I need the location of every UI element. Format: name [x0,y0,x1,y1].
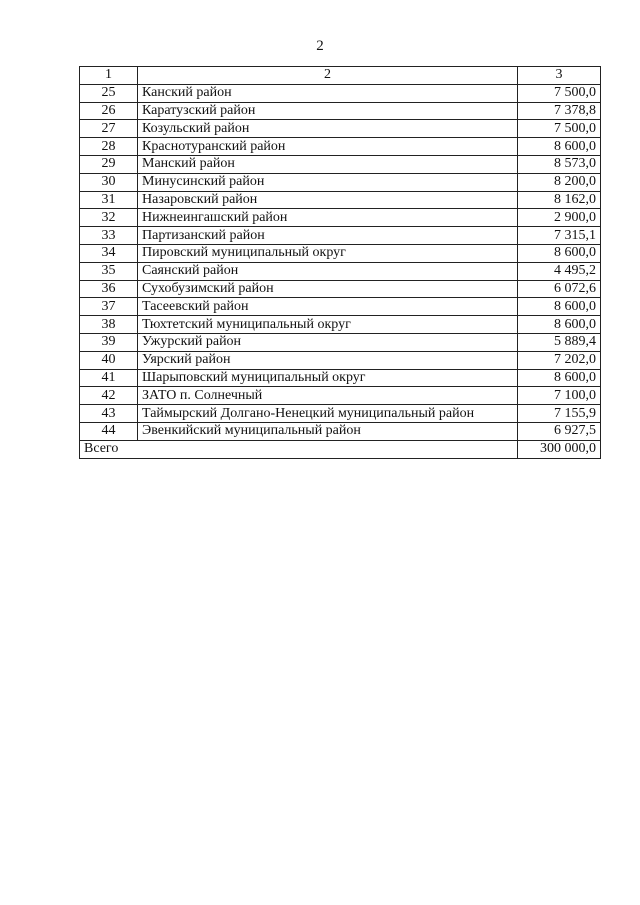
row-number: 29 [80,155,138,173]
table-row [80,173,601,191]
row-value: 8 600,0 [518,298,601,316]
row-name: Сухобузимский район [138,280,518,298]
row-value: 8 600,0 [518,244,601,262]
row-value: 6 072,6 [518,280,601,298]
total-label: Всего [80,440,518,458]
row-name: Пировский муниципальный округ [138,244,518,262]
row-value: 2 900,0 [518,209,601,227]
row-value: 7 155,9 [518,405,601,423]
row-value: 7 500,0 [518,120,601,138]
table-row [80,262,601,280]
table-row [80,138,601,156]
row-number: 35 [80,262,138,280]
total-value: 300 000,0 [518,440,601,458]
table-row [80,209,601,227]
row-number: 30 [80,173,138,191]
row-name: Уярский район [138,351,518,369]
row-name: Назаровский район [138,191,518,209]
row-name: Таймырский Долгано-Ненецкий муниципальный район [138,405,518,423]
row-value: 7 315,1 [518,227,601,245]
row-number: 32 [80,209,138,227]
table-row [80,280,601,298]
table-row [80,120,601,138]
row-name: Партизанский район [138,227,518,245]
table-row [80,84,601,102]
column-header-number: 1 [80,67,138,85]
row-name: Нижнеингашский район [138,209,518,227]
row-name: Козульский район [138,120,518,138]
row-number: 26 [80,102,138,120]
row-name: Краснотуранский район [138,138,518,156]
row-value: 7 202,0 [518,351,601,369]
row-number: 38 [80,316,138,334]
row-number: 27 [80,120,138,138]
table-row [80,333,601,351]
row-value: 7 378,8 [518,102,601,120]
row-number: 31 [80,191,138,209]
allocation-table [79,66,601,459]
table-body [80,84,601,440]
row-value: 8 162,0 [518,191,601,209]
row-value: 7 100,0 [518,387,601,405]
row-name: Каратузский район [138,102,518,120]
table-row [80,422,601,440]
row-number: 25 [80,84,138,102]
table-row [80,191,601,209]
row-value: 4 495,2 [518,262,601,280]
row-name: Ужурский район [138,333,518,351]
row-number: 40 [80,351,138,369]
row-value: 8 600,0 [518,138,601,156]
row-name: Канский район [138,84,518,102]
table-row [80,298,601,316]
row-name: ЗАТО п. Солнечный [138,387,518,405]
page-number: 2 [316,38,324,54]
row-number: 44 [80,422,138,440]
row-name: Шарыповский муниципальный округ [138,369,518,387]
column-header-value: 3 [518,67,601,85]
row-name: Манский район [138,155,518,173]
table-row [80,369,601,387]
table-row [80,316,601,334]
row-value: 6 927,5 [518,422,601,440]
row-number: 34 [80,244,138,262]
table-row [80,227,601,245]
row-value: 5 889,4 [518,333,601,351]
row-name: Саянский район [138,262,518,280]
row-number: 36 [80,280,138,298]
row-number: 41 [80,369,138,387]
table-row [80,387,601,405]
row-number: 28 [80,138,138,156]
row-number: 37 [80,298,138,316]
row-number: 33 [80,227,138,245]
row-value: 8 600,0 [518,316,601,334]
table-row [80,351,601,369]
row-number: 39 [80,333,138,351]
row-value: 8 573,0 [518,155,601,173]
row-name: Эвенкийский муниципальный район [138,422,518,440]
total-row [80,440,601,458]
row-number: 43 [80,405,138,423]
row-number: 42 [80,387,138,405]
table-row [80,244,601,262]
row-name: Тюхтетский муниципальный округ [138,316,518,334]
table-row [80,405,601,423]
row-name: Минусинский район [138,173,518,191]
table-row [80,155,601,173]
row-value: 7 500,0 [518,84,601,102]
row-value: 8 600,0 [518,369,601,387]
column-header-name: 2 [138,67,518,85]
row-value: 8 200,0 [518,173,601,191]
table-row [80,102,601,120]
row-name: Тасеевский район [138,298,518,316]
table-header-row [80,67,601,85]
